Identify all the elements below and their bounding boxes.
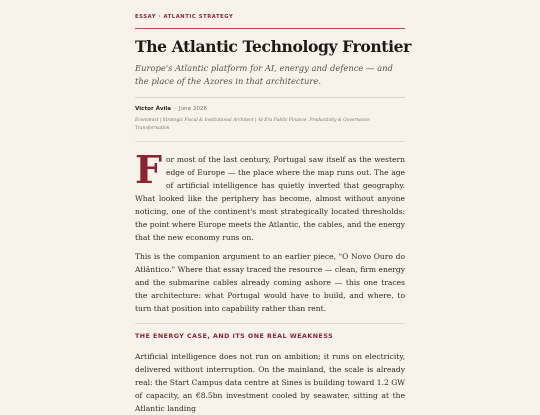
paragraph-text: or most of the last century, Portugal saw itself as the western edge of Europe — the place where the map runs out. The age of artificial intelligence has quietly inverted that geography. What looked like the periphery has become, almost without anyone noticing, one of the continent's most strategically located thresholds: the point where Europe meets the Atlantic, the cables, and the energy that the new economy runs on. [135,155,405,242]
publish-date: June 2026 [178,106,208,112]
drop-cap: F [135,147,162,192]
section-heading: THE ENERGY CASE, AND ITS ONE REAL WEAKNESS [135,333,334,340]
article-title: The Atlantic Technology Frontier [135,37,411,56]
body-paragraph [135,147,405,244]
body-paragraph: Artificial intelligence does not run on ambition; it runs on electricity, delivered without interruption. On the mainland, the scale is already real: the Start Campus data centre at Sines is building toward 1.2 GW of capacity, an €8.5bn investment cooled by seawater, sitting at the Atlantic landing [135,352,405,413]
author-role: Economist | Strategic Fiscal & Institutional Architect | AI-Era Public Finance, Productivity & Governance Transformation [135,118,370,131]
author-name[interactable]: Victor Ávila [135,106,172,112]
body-paragraph: This is the companion argument to an earlier piece, "O Novo Ouro do Atlântico." Where that essay traced the resource — clean, firm energy and the submarine cables already coming ashore — this one traces the architecture: what Portugal would have to build, and where, to turn that position into capability rather than rent. [135,252,405,313]
article-kicker[interactable]: ESSAY · ATLANTIC STRATEGY [135,14,234,20]
kicker-divider [135,28,405,29]
byline-separator: · [174,106,176,112]
section-divider [135,323,405,324]
header-divider [135,97,405,98]
article-subtitle: Europe's Atlantic platform for AI, energy and defence — and the place of the Azores in that architecture. [135,63,393,86]
byline-divider [135,141,405,142]
drop-cap-spacer [135,147,166,192]
byline [135,106,207,112]
